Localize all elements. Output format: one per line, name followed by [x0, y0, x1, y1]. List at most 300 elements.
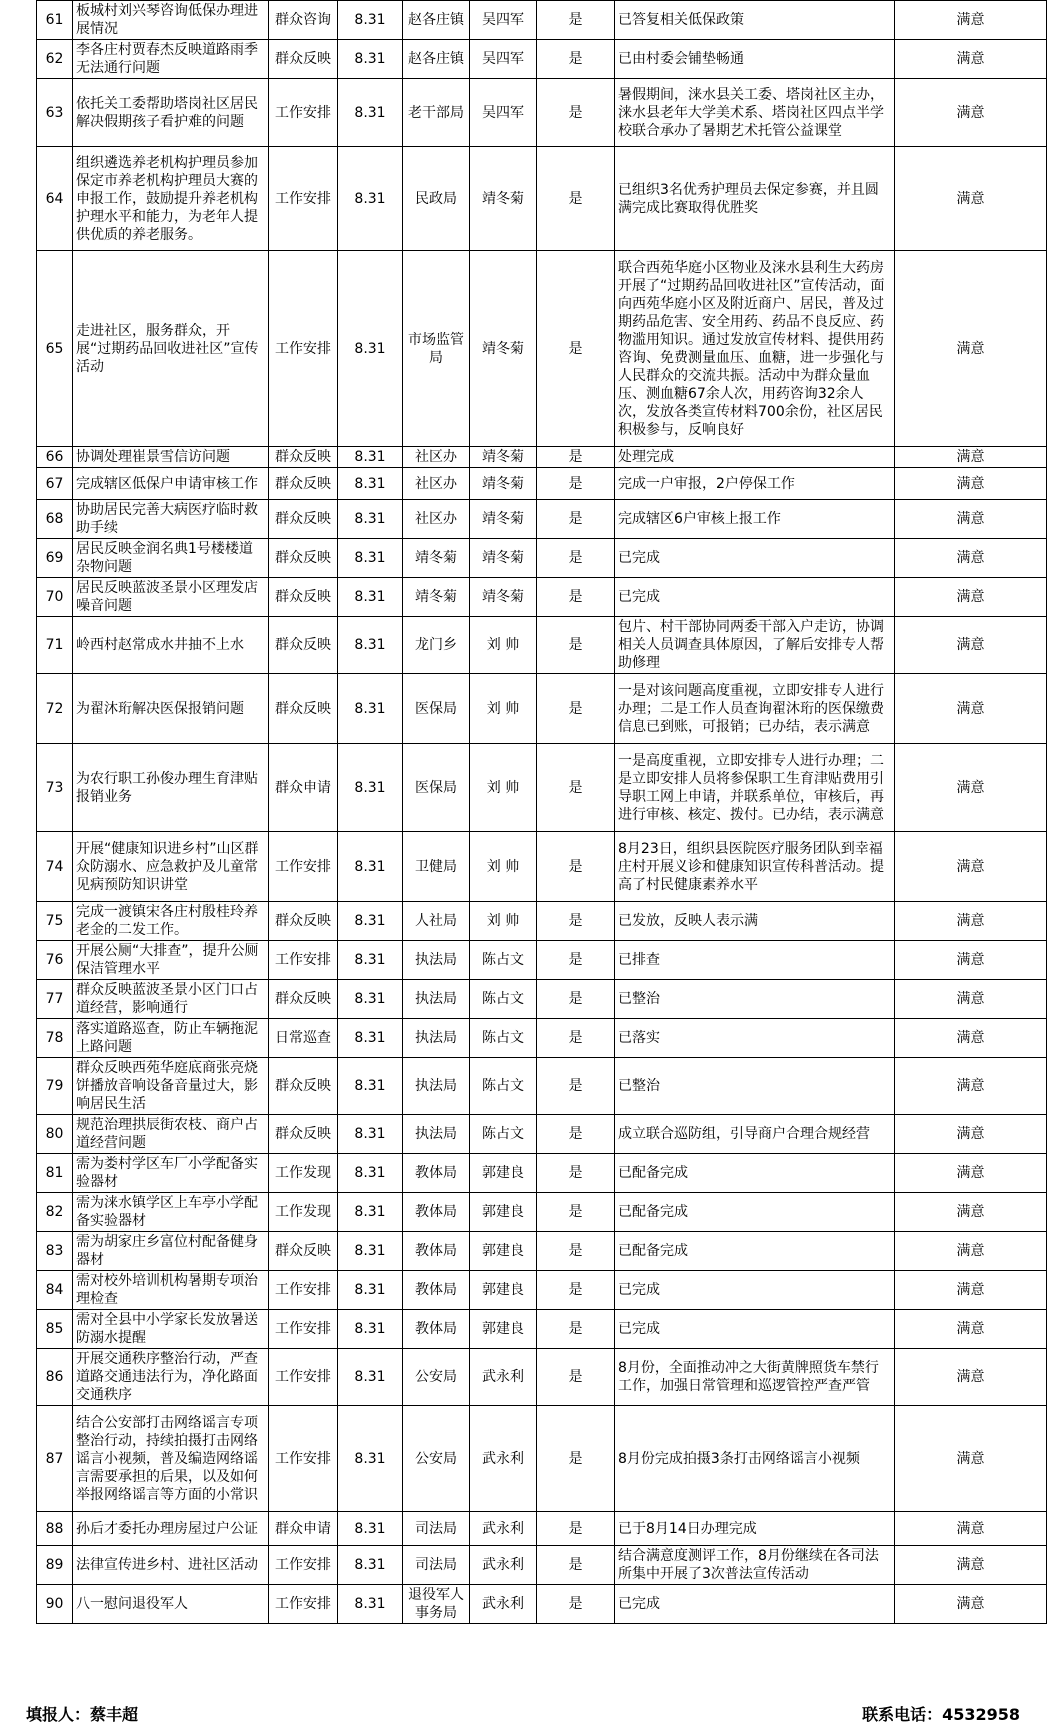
row-number: 71 — [37, 617, 73, 674]
department: 教体局 — [403, 1193, 470, 1232]
row-number: 80 — [37, 1115, 73, 1154]
evaluation: 满意 — [895, 617, 1047, 674]
source-type: 群众申请 — [269, 1512, 338, 1546]
evaluation: 满意 — [895, 1585, 1047, 1624]
responsible-person: 靖冬菊 — [470, 500, 537, 539]
completed-flag: 是 — [537, 1154, 615, 1193]
work-item: 需为娄村学区车厂小学配备实验器材 — [73, 1154, 269, 1193]
completed-flag: 是 — [537, 1232, 615, 1271]
source-type: 群众申请 — [269, 744, 338, 832]
completed-flag: 是 — [537, 578, 615, 617]
row-number: 63 — [37, 79, 73, 147]
completed-flag: 是 — [537, 1310, 615, 1349]
completed-flag: 是 — [537, 617, 615, 674]
responsible-person: 武永利 — [470, 1349, 537, 1406]
work-item: 群众反映蓝波圣景小区门口占道经营，影响通行 — [73, 980, 269, 1019]
source-type: 工作安排 — [269, 832, 338, 902]
table-row — [37, 674, 1047, 744]
responsible-person: 靖冬菊 — [470, 147, 537, 251]
result-description: 已完成 — [615, 539, 895, 578]
work-item: 开展“健康知识进乡村”山区群众防溺水、应急救护及儿童常见病预防知识讲堂 — [73, 832, 269, 902]
responsible-person: 郭建良 — [470, 1154, 537, 1193]
completed-flag: 是 — [537, 1, 615, 40]
table-row — [37, 1058, 1047, 1115]
evaluation: 满意 — [895, 1154, 1047, 1193]
date-cell: 8.31 — [338, 1232, 403, 1271]
evaluation: 满意 — [895, 1115, 1047, 1154]
completed-flag: 是 — [537, 539, 615, 578]
department: 执法局 — [403, 980, 470, 1019]
table-row — [37, 1406, 1047, 1512]
responsible-person: 刘 帅 — [470, 832, 537, 902]
result-description: 已落实 — [615, 1019, 895, 1058]
work-item: 岭西村赵常成水井抽不上水 — [73, 617, 269, 674]
completed-flag: 是 — [537, 251, 615, 447]
department: 社区办 — [403, 500, 470, 539]
table-row — [37, 79, 1047, 147]
completed-flag: 是 — [537, 1406, 615, 1512]
work-item: 八一慰问退役军人 — [73, 1585, 269, 1624]
work-item: 法律宣传进乡村、进社区活动 — [73, 1546, 269, 1585]
department: 民政局 — [403, 147, 470, 251]
department: 教体局 — [403, 1154, 470, 1193]
table-row — [37, 980, 1047, 1019]
work-item: 完成一渡镇宋各庄村殷桂玲养老金的二发工作。 — [73, 902, 269, 941]
result-description: 一是对该问题高度重视，立即安排专人进行办理；二是工作人员查询翟沐珩的医保缴费信息已到账，可报销；已办结，表示满意 — [615, 674, 895, 744]
responsible-person: 陈占文 — [470, 1115, 537, 1154]
work-item: 孙后才委托办理房屋过户公证 — [73, 1512, 269, 1546]
source-type: 群众反映 — [269, 1232, 338, 1271]
source-type: 工作安排 — [269, 1585, 338, 1624]
responsible-person: 刘 帅 — [470, 674, 537, 744]
responsible-person: 武永利 — [470, 1546, 537, 1585]
date-cell: 8.31 — [338, 1546, 403, 1585]
evaluation: 满意 — [895, 832, 1047, 902]
work-item: 落实道路巡查，防止车辆拖泥上路问题 — [73, 1019, 269, 1058]
table-row — [37, 1585, 1047, 1624]
responsible-person: 靖冬菊 — [470, 578, 537, 617]
department: 执法局 — [403, 1115, 470, 1154]
result-description: 已整治 — [615, 980, 895, 1019]
date-cell: 8.31 — [338, 1154, 403, 1193]
date-cell: 8.31 — [338, 578, 403, 617]
responsible-person: 郭建良 — [470, 1193, 537, 1232]
row-number: 70 — [37, 578, 73, 617]
responsible-person: 吴四军 — [470, 1, 537, 40]
completed-flag: 是 — [537, 980, 615, 1019]
completed-flag: 是 — [537, 1019, 615, 1058]
work-item: 为翟沐珩解决医保报销问题 — [73, 674, 269, 744]
row-number: 72 — [37, 674, 73, 744]
department: 老干部局 — [403, 79, 470, 147]
evaluation: 满意 — [895, 1193, 1047, 1232]
date-cell: 8.31 — [338, 468, 403, 500]
completed-flag: 是 — [537, 1349, 615, 1406]
department: 市场监管局 — [403, 251, 470, 447]
source-type: 群众反映 — [269, 617, 338, 674]
row-number: 84 — [37, 1271, 73, 1310]
table-row — [37, 1271, 1047, 1310]
evaluation: 满意 — [895, 1546, 1047, 1585]
department: 龙门乡 — [403, 617, 470, 674]
result-description: 已组织3名优秀护理员去保定参赛，并且圆满完成比赛取得优胜奖 — [615, 147, 895, 251]
row-number: 83 — [37, 1232, 73, 1271]
department: 退役军人事务局 — [403, 1585, 470, 1624]
source-type: 工作安排 — [269, 79, 338, 147]
department: 赵各庄镇 — [403, 40, 470, 79]
completed-flag: 是 — [537, 1058, 615, 1115]
source-type: 群众反映 — [269, 40, 338, 79]
result-description: 已完成 — [615, 578, 895, 617]
row-number: 90 — [37, 1585, 73, 1624]
source-type: 群众咨询 — [269, 1, 338, 40]
row-number: 65 — [37, 251, 73, 447]
table-row — [37, 500, 1047, 539]
result-description: 已答复相关低保政策 — [615, 1, 895, 40]
responsible-person: 吴四军 — [470, 79, 537, 147]
responsible-person: 靖冬菊 — [470, 468, 537, 500]
source-type: 群众反映 — [269, 1115, 338, 1154]
source-type: 工作发现 — [269, 1193, 338, 1232]
department: 社区办 — [403, 447, 470, 468]
source-type: 群众反映 — [269, 447, 338, 468]
report-table — [36, 0, 1047, 1624]
department: 教体局 — [403, 1232, 470, 1271]
table-row — [37, 40, 1047, 79]
department: 医保局 — [403, 744, 470, 832]
date-cell: 8.31 — [338, 1058, 403, 1115]
department: 司法局 — [403, 1546, 470, 1585]
work-item: 完成辖区低保户申请审核工作 — [73, 468, 269, 500]
department: 靖冬菊 — [403, 539, 470, 578]
row-number: 67 — [37, 468, 73, 500]
date-cell: 8.31 — [338, 539, 403, 578]
table-row — [37, 617, 1047, 674]
completed-flag: 是 — [537, 902, 615, 941]
report-table-body — [37, 1, 1047, 1624]
source-type: 工作安排 — [269, 1271, 338, 1310]
completed-flag: 是 — [537, 1271, 615, 1310]
completed-flag: 是 — [537, 1115, 615, 1154]
source-type: 群众反映 — [269, 500, 338, 539]
department: 社区办 — [403, 468, 470, 500]
table-row — [37, 744, 1047, 832]
row-number: 79 — [37, 1058, 73, 1115]
completed-flag: 是 — [537, 500, 615, 539]
table-row — [37, 1349, 1047, 1406]
row-number: 69 — [37, 539, 73, 578]
completed-flag: 是 — [537, 468, 615, 500]
result-description: 处理完成 — [615, 447, 895, 468]
source-type: 群众反映 — [269, 468, 338, 500]
evaluation: 满意 — [895, 500, 1047, 539]
source-type: 群众反映 — [269, 539, 338, 578]
date-cell: 8.31 — [338, 251, 403, 447]
date-cell: 8.31 — [338, 147, 403, 251]
result-description: 已完成 — [615, 1585, 895, 1624]
evaluation: 满意 — [895, 902, 1047, 941]
source-type: 工作安排 — [269, 147, 338, 251]
result-description: 成立联合巡防组，引导商户合理合规经营 — [615, 1115, 895, 1154]
evaluation: 满意 — [895, 79, 1047, 147]
evaluation: 满意 — [895, 40, 1047, 79]
completed-flag: 是 — [537, 674, 615, 744]
row-number: 64 — [37, 147, 73, 251]
department: 靖冬菊 — [403, 578, 470, 617]
completed-flag: 是 — [537, 1193, 615, 1232]
table-row — [37, 1310, 1047, 1349]
date-cell: 8.31 — [338, 79, 403, 147]
filler-name: 填报人：蔡丰超 — [26, 1705, 139, 1724]
table-row — [37, 1546, 1047, 1585]
source-type: 工作安排 — [269, 941, 338, 980]
date-cell: 8.31 — [338, 1585, 403, 1624]
date-cell: 8.31 — [338, 1349, 403, 1406]
responsible-person: 陈占文 — [470, 941, 537, 980]
department: 公安局 — [403, 1406, 470, 1512]
source-type: 工作安排 — [269, 1310, 338, 1349]
result-description: 暑假期间，涞水县关工委、塔岗社区主办，涞水县老年大学美术系、塔岗社区四点半学校联合承办了暑期艺术托管公益课堂 — [615, 79, 895, 147]
row-number: 74 — [37, 832, 73, 902]
evaluation: 满意 — [895, 251, 1047, 447]
result-description: 包片、村干部协同两委干部入户走访，协调相关人员调查具体原因，了解后安排专人帮助修理 — [615, 617, 895, 674]
table-row — [37, 941, 1047, 980]
result-description: 已配备完成 — [615, 1154, 895, 1193]
date-cell: 8.31 — [338, 1512, 403, 1546]
row-number: 88 — [37, 1512, 73, 1546]
source-type: 工作安排 — [269, 1546, 338, 1585]
evaluation: 满意 — [895, 1271, 1047, 1310]
evaluation: 满意 — [895, 1232, 1047, 1271]
evaluation: 满意 — [895, 674, 1047, 744]
row-number: 62 — [37, 40, 73, 79]
date-cell: 8.31 — [338, 980, 403, 1019]
responsible-person: 郭建良 — [470, 1232, 537, 1271]
date-cell: 8.31 — [338, 902, 403, 941]
responsible-person: 刘 帅 — [470, 617, 537, 674]
department: 医保局 — [403, 674, 470, 744]
work-item: 依托关工委帮助塔岗社区居民解决假期孩子看护难的问题 — [73, 79, 269, 147]
row-number: 87 — [37, 1406, 73, 1512]
evaluation: 满意 — [895, 1058, 1047, 1115]
department: 教体局 — [403, 1271, 470, 1310]
responsible-person: 刘 帅 — [470, 902, 537, 941]
table-row — [37, 1, 1047, 40]
table-row — [37, 1232, 1047, 1271]
responsible-person: 靖冬菊 — [470, 251, 537, 447]
source-type: 群众反映 — [269, 674, 338, 744]
date-cell: 8.31 — [338, 1019, 403, 1058]
row-number: 77 — [37, 980, 73, 1019]
result-description: 已整治 — [615, 1058, 895, 1115]
date-cell: 8.31 — [338, 1310, 403, 1349]
date-cell: 8.31 — [338, 832, 403, 902]
completed-flag: 是 — [537, 1546, 615, 1585]
row-number: 66 — [37, 447, 73, 468]
table-row — [37, 147, 1047, 251]
work-item: 居民反映金润名典1号楼楼道杂物问题 — [73, 539, 269, 578]
department: 教体局 — [403, 1310, 470, 1349]
work-item: 组织遴选养老机构护理员参加保定市养老机构护理员大赛的申报工作，鼓励提升养老机构护理水平和能力，为老年人提供优质的养老服务。 — [73, 147, 269, 251]
row-number: 89 — [37, 1546, 73, 1585]
responsible-person: 吴四军 — [470, 40, 537, 79]
completed-flag: 是 — [537, 147, 615, 251]
work-item: 居民反映蓝波圣景小区理发店噪音问题 — [73, 578, 269, 617]
responsible-person: 靖冬菊 — [470, 447, 537, 468]
row-number: 75 — [37, 902, 73, 941]
row-number: 76 — [37, 941, 73, 980]
evaluation: 满意 — [895, 1019, 1047, 1058]
date-cell: 8.31 — [338, 617, 403, 674]
evaluation: 满意 — [895, 1512, 1047, 1546]
evaluation: 满意 — [895, 1, 1047, 40]
completed-flag: 是 — [537, 832, 615, 902]
date-cell: 8.31 — [338, 1115, 403, 1154]
responsible-person: 郭建良 — [470, 1310, 537, 1349]
result-description: 一是高度重视，立即安排专人进行办理；二是立即安排人员将参保职工生育津贴费用引导职工网上申请，并联系单位，审核后，再进行审核、核定、拨付。已办结，表示满意 — [615, 744, 895, 832]
table-row — [37, 578, 1047, 617]
evaluation: 满意 — [895, 578, 1047, 617]
responsible-person: 武永利 — [470, 1406, 537, 1512]
result-description: 已由村委会铺垫畅通 — [615, 40, 895, 79]
department: 卫健局 — [403, 832, 470, 902]
responsible-person: 靖冬菊 — [470, 539, 537, 578]
department: 公安局 — [403, 1349, 470, 1406]
result-description: 已配备完成 — [615, 1232, 895, 1271]
completed-flag: 是 — [537, 1585, 615, 1624]
date-cell: 8.31 — [338, 447, 403, 468]
department: 执法局 — [403, 1019, 470, 1058]
responsible-person: 郭建良 — [470, 1271, 537, 1310]
responsible-person: 陈占文 — [470, 1019, 537, 1058]
date-cell: 8.31 — [338, 941, 403, 980]
source-type: 群众反映 — [269, 1058, 338, 1115]
result-description: 已配备完成 — [615, 1193, 895, 1232]
responsible-person: 陈占文 — [470, 980, 537, 1019]
department: 司法局 — [403, 1512, 470, 1546]
row-number: 73 — [37, 744, 73, 832]
evaluation: 满意 — [895, 1349, 1047, 1406]
result-description: 完成辖区6户审核上报工作 — [615, 500, 895, 539]
work-item: 开展公厕“大排查”，提升公厕保洁管理水平 — [73, 941, 269, 980]
result-description: 已于8月14日办理完成 — [615, 1512, 895, 1546]
completed-flag: 是 — [537, 744, 615, 832]
result-description: 结合满意度测评工作，8月份继续在各司法所集中开展了3次普法宣传活动 — [615, 1546, 895, 1585]
table-row — [37, 539, 1047, 578]
result-description: 8月份完成拍摄3条打击网络谣言小视频 — [615, 1406, 895, 1512]
report-footer — [20, 1700, 1020, 1724]
contact-phone: 联系电话：4532958 — [862, 1705, 1020, 1724]
evaluation: 满意 — [895, 941, 1047, 980]
work-item: 需对校外培训机构暑期专项治理检查 — [73, 1271, 269, 1310]
result-description: 8月23日，组织县医院医疗服务团队到幸福庄村开展义诊和健康知识宣传科普活动。提高了村民健康素养水平 — [615, 832, 895, 902]
date-cell: 8.31 — [338, 1406, 403, 1512]
work-item: 群众反映西苑华庭底商张亮烧饼播放音响设备音量过大，影响居民生活 — [73, 1058, 269, 1115]
row-number: 85 — [37, 1310, 73, 1349]
work-item: 需对全县中小学家长发放暑送防溺水提醒 — [73, 1310, 269, 1349]
work-item: 李各庄村贾春杰反映道路雨季无法通行问题 — [73, 40, 269, 79]
evaluation: 满意 — [895, 539, 1047, 578]
completed-flag: 是 — [537, 40, 615, 79]
work-item: 协调处理崔景雪信访问题 — [73, 447, 269, 468]
result-description: 8月份，全面推动冲之大街黄牌照货车禁行工作，加强日常管理和巡逻管控严查严管 — [615, 1349, 895, 1406]
work-item: 为农行职工孙俊办理生育津贴报销业务 — [73, 744, 269, 832]
work-item: 协助居民完善大病医疗临时救助手续 — [73, 500, 269, 539]
table-row — [37, 1154, 1047, 1193]
responsible-person: 陈占文 — [470, 1058, 537, 1115]
evaluation: 满意 — [895, 980, 1047, 1019]
source-type: 工作安排 — [269, 1406, 338, 1512]
row-number: 61 — [37, 1, 73, 40]
table-row — [37, 468, 1047, 500]
source-type: 工作安排 — [269, 251, 338, 447]
work-item: 走进社区，服务群众，开展“过期药品回收进社区”宣传活动 — [73, 251, 269, 447]
table-row — [37, 1193, 1047, 1232]
responsible-person: 武永利 — [470, 1512, 537, 1546]
date-cell: 8.31 — [338, 1, 403, 40]
source-type: 工作发现 — [269, 1154, 338, 1193]
department: 执法局 — [403, 1058, 470, 1115]
report-table-container — [36, 0, 1046, 1624]
date-cell: 8.31 — [338, 744, 403, 832]
table-row — [37, 902, 1047, 941]
evaluation: 满意 — [895, 468, 1047, 500]
result-description: 已发放，反映人表示满 — [615, 902, 895, 941]
date-cell: 8.31 — [338, 674, 403, 744]
row-number: 68 — [37, 500, 73, 539]
evaluation: 满意 — [895, 744, 1047, 832]
completed-flag: 是 — [537, 79, 615, 147]
table-row — [37, 832, 1047, 902]
table-row — [37, 1115, 1047, 1154]
evaluation: 满意 — [895, 447, 1047, 468]
date-cell: 8.31 — [338, 1193, 403, 1232]
table-row — [37, 447, 1047, 468]
source-type: 群众反映 — [269, 980, 338, 1019]
work-item: 开展交通秩序整治行动，严查道路交通违法行为，净化路面交通秩序 — [73, 1349, 269, 1406]
date-cell: 8.31 — [338, 1271, 403, 1310]
source-type: 群众反映 — [269, 902, 338, 941]
responsible-person: 刘 帅 — [470, 744, 537, 832]
row-number: 78 — [37, 1019, 73, 1058]
evaluation: 满意 — [895, 1406, 1047, 1512]
completed-flag: 是 — [537, 447, 615, 468]
responsible-person: 武永利 — [470, 1585, 537, 1624]
result-description: 联合西苑华庭小区物业及涞水县利生大药房开展了“过期药品回收进社区”宣传活动，面向西苑华庭小区及附近商户、居民，普及过期药品危害、安全用药、药品不良反应、药物滥用知识。通过发放宣传材料、提供用药咨询、免费测量血压、血糖，进一步强化与人民群众的交流共振。活动中为群众量血压、测血糖67余人次，用药咨询32余人次，发放各类宣传材料700余份，社区居民积极参与，反响良好 — [615, 251, 895, 447]
department: 人社局 — [403, 902, 470, 941]
work-item: 结合公安部打击网络谣言专项整治行动，持续拍摄打击网络谣言小视频，普及编造网络谣言需要承担的后果，以及如何举报网络谣言等方面的小常识 — [73, 1406, 269, 1512]
result-description: 已完成 — [615, 1310, 895, 1349]
evaluation: 满意 — [895, 147, 1047, 251]
table-row — [37, 1512, 1047, 1546]
evaluation: 满意 — [895, 1310, 1047, 1349]
completed-flag: 是 — [537, 941, 615, 980]
source-type: 群众反映 — [269, 578, 338, 617]
row-number: 81 — [37, 1154, 73, 1193]
date-cell: 8.31 — [338, 500, 403, 539]
result-description: 完成一户审报，2户停保工作 — [615, 468, 895, 500]
department: 执法局 — [403, 941, 470, 980]
work-item: 板城村刘兴琴咨询低保办理进展情况 — [73, 1, 269, 40]
row-number: 82 — [37, 1193, 73, 1232]
source-type: 工作安排 — [269, 1349, 338, 1406]
result-description: 已完成 — [615, 1271, 895, 1310]
department: 赵各庄镇 — [403, 1, 470, 40]
result-description: 已排查 — [615, 941, 895, 980]
work-item: 需为胡家庄乡富位村配备健身器材 — [73, 1232, 269, 1271]
work-item: 需为涞水镇学区上车亭小学配备实验器材 — [73, 1193, 269, 1232]
row-number: 86 — [37, 1349, 73, 1406]
